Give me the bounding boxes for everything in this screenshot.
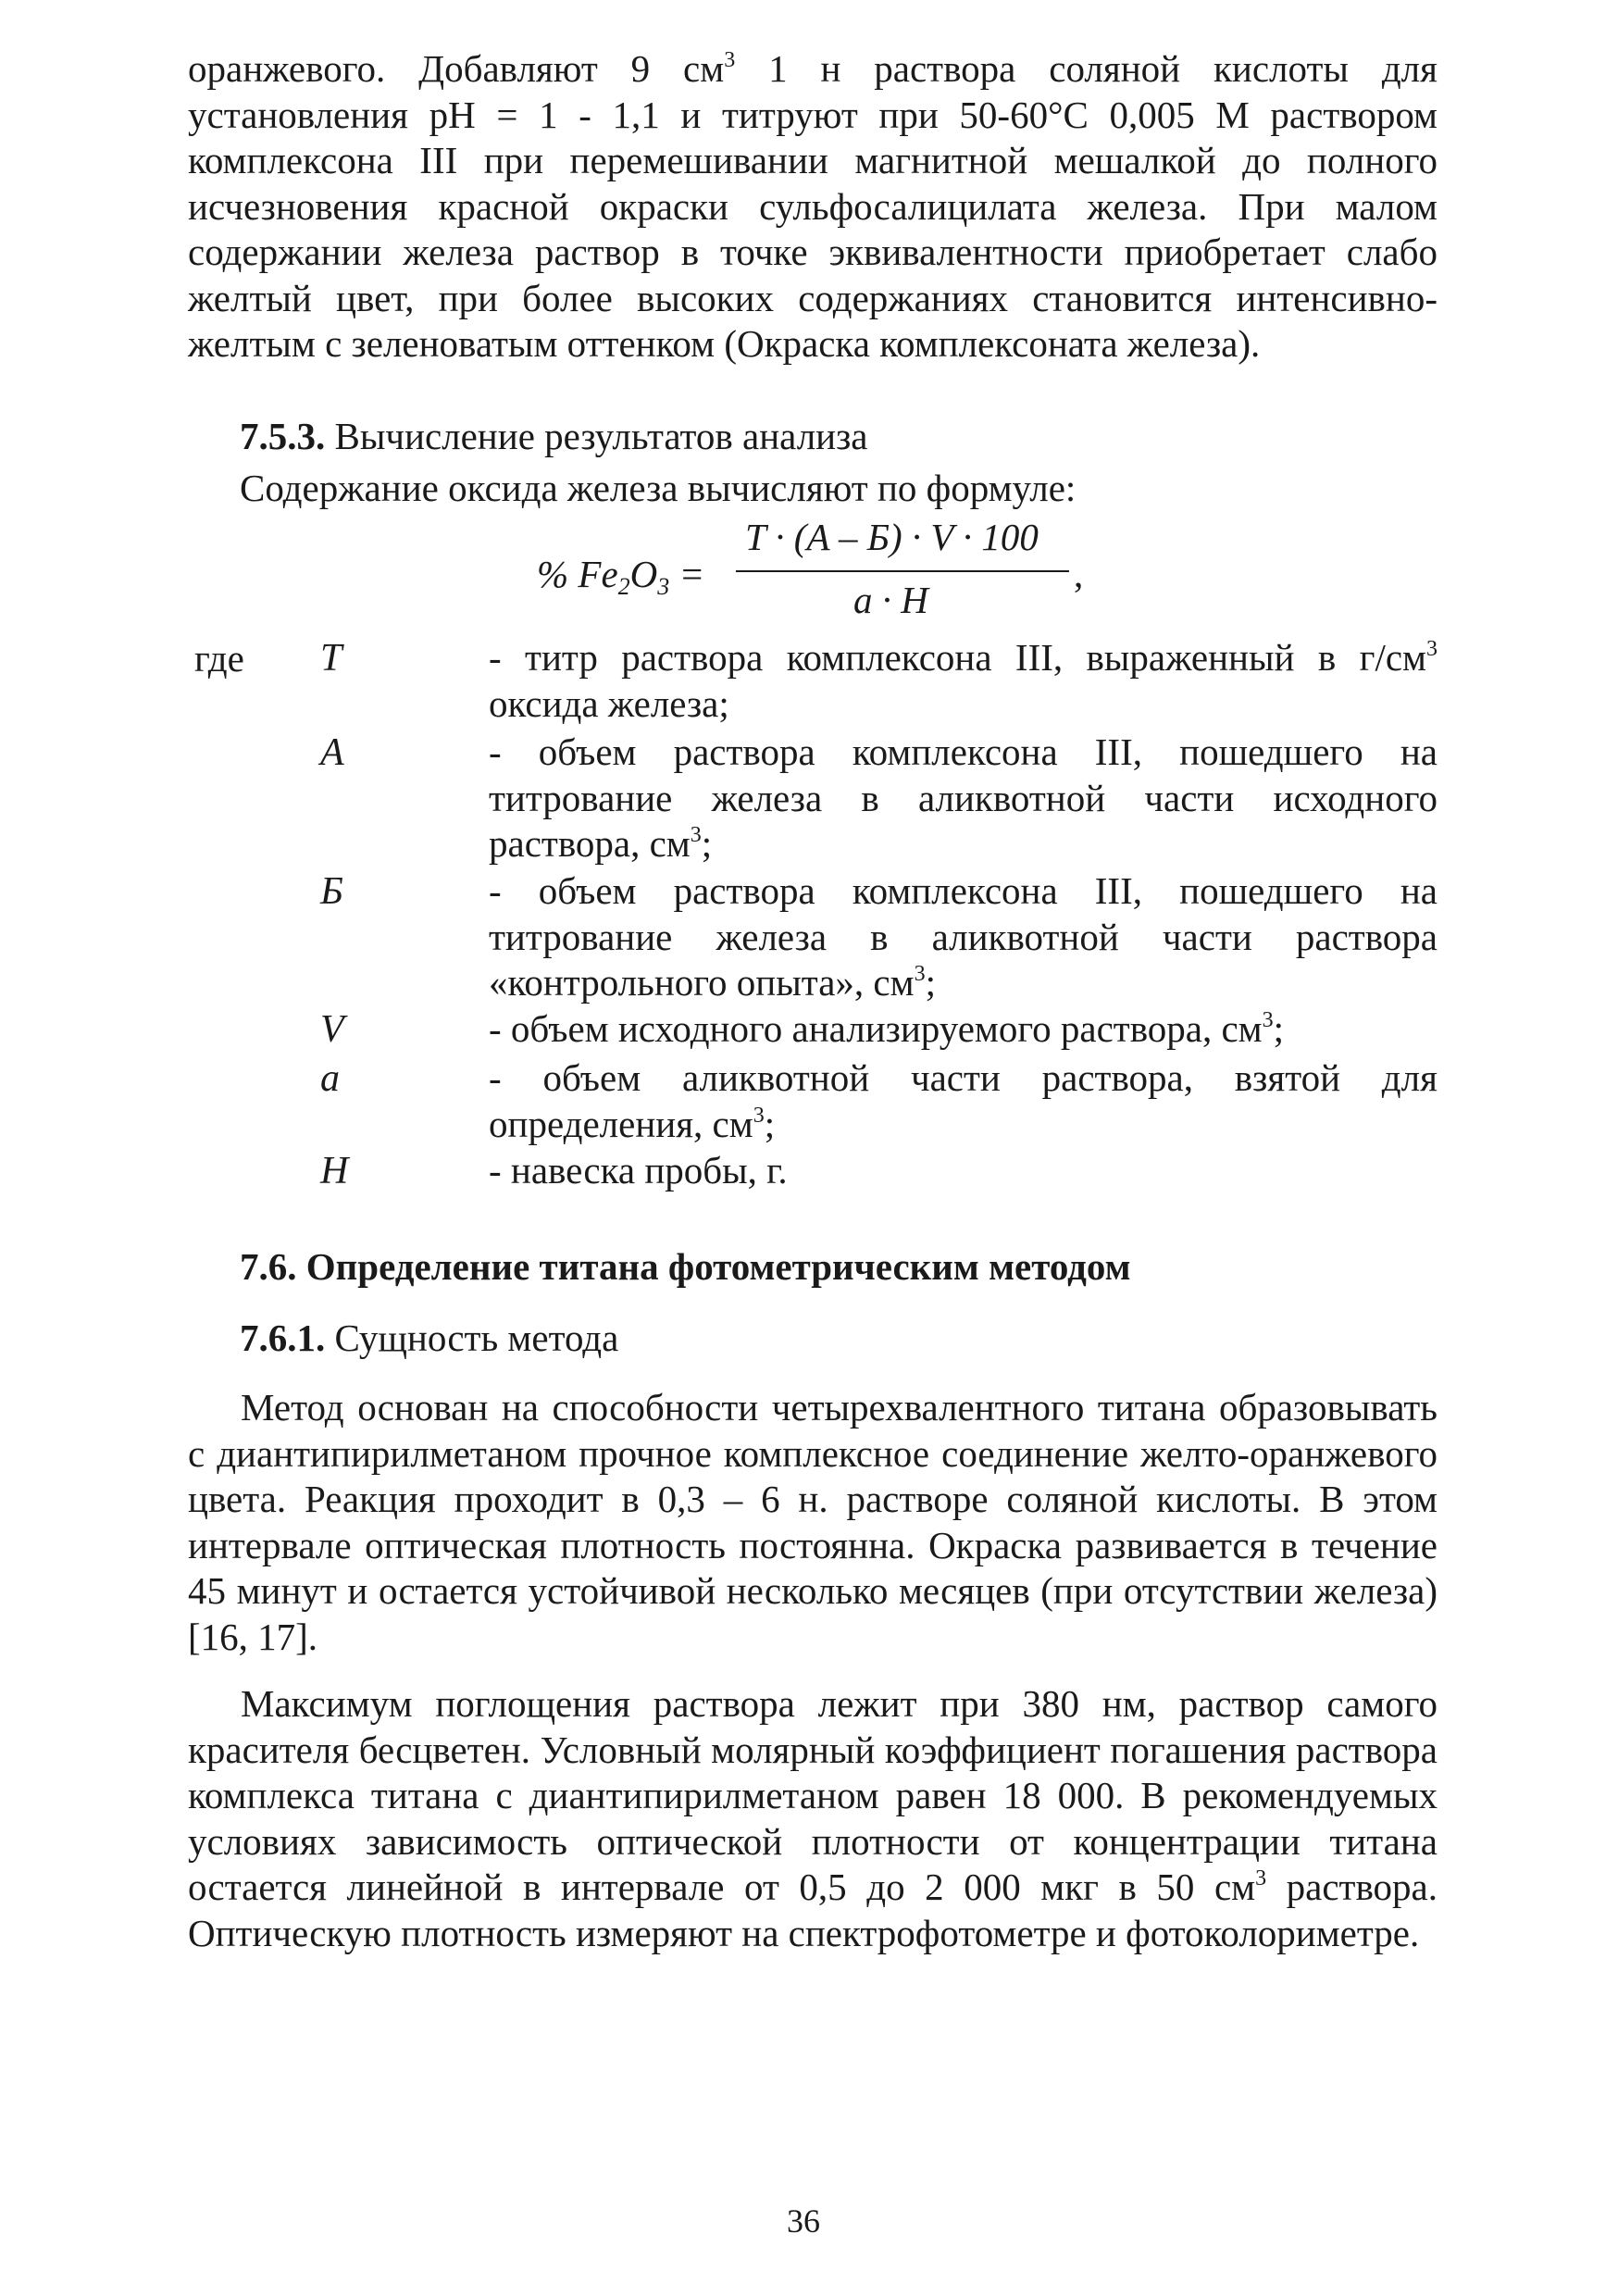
symbol-a: a [320,1057,340,1100]
formula-numerator: T · (A – Б) · V · 100 [745,516,1039,558]
definition-H: - навеска пробы, г. [489,1149,788,1192]
formula-comma: , [1074,553,1084,595]
section-heading-7-6-1 [240,1315,618,1361]
symbol-B: Б [320,870,343,913]
section-title: Сущность метода [334,1316,619,1359]
fraction-bar [736,570,1069,572]
definition-V: - объем исходного анализируемого раствора, $см^3$; [489,1007,1285,1050]
absorption-paragraph: Максимум поглощения раствора лежит при 380 нм, раствор самого красителя бесцветен. Условный молярный коэффициент погашения раствора комплекса титана с диантипирилметаном равен 18 000. В рекомендуемых условиях зависимость оптической плотности от концентрации титана остается линейной в интервале от 0,5 до 2 000 мкг в 50 $см^3$ раствора. Оптическую плотность измеряют на спектрофотометре и фотоколориметре. [188,1682,1438,1954]
iron-oxide-formula [537,515,1111,635]
definition-A: - объем раствора комплексона III, пошедшего на титрование железа в аликвотной части исходного раствора, $см^3$; [489,730,1438,865]
intro-paragraph: оранжевого. Добавляют 9 $см^3$ 1 н раствора соляной кислоты для установления рН = 1 - 1,1 и титруют при 50-60°С 0,005 М раствором комплексона III при перемешивании магнитной мешалкой до полного исчезновения красной окраски сульфосалицилата железа. При малом содержании железа раствор в точке эквивалентности приобретает слабо желтый цвет, при более высоких содержаниях становится интенсивно-желтым с зеленоватым оттенком (Окраска комплексоната железа). [188,47,1438,365]
section-number: 7.5.3. [240,415,326,457]
symbol-T: T [320,637,342,680]
definition-B: - объем раствора комплексона III, пошедшего на титрование железа в аликвотной части раствора «контрольного опыта», $см^3$; [489,869,1438,1004]
page-number: 36 [787,2202,820,2240]
formula-intro: Содержание оксида железа вычисляют по формуле: [240,467,1077,509]
symbol-V: V [320,1008,344,1051]
superscript: 3 [724,48,736,72]
definition-a: - объем аликвотной части раствора, взятой для определения, $см^3$; [489,1056,1438,1145]
method-paragraph: Метод основан на способности четырехвалентного титана образовывать с диантипирилметаном прочное комплексное соединение желто-оранжевого цвета. Реакция проходит в 0,3 – 6 н. растворе соляной кислоты. В этом интервале оптическая плотность постоянна. Окраска развивается в течение 45 минут и остается устойчивой несколько месяцев (при отсутствии железа) [16, 17]. [188,1386,1438,1658]
definition-T: - титр раствора комплексона III, выраженный в $г/см^3$ оксида железа; [489,636,1438,725]
symbol-H: H [320,1150,349,1192]
section-heading-7-6: 7.6. Определение титана фотометрическим методом [240,1245,1131,1288]
formula-lhs: % $Fe_2O_3$ = [537,553,705,600]
formula-denominator: a · H [853,579,928,621]
section-title: Вычисление результатов анализа [334,415,868,457]
symbol-A: A [320,731,344,774]
section-number: 7.6.1. [240,1316,326,1359]
section-heading-7-5-3 [240,413,868,459]
where-label: где [194,637,244,680]
